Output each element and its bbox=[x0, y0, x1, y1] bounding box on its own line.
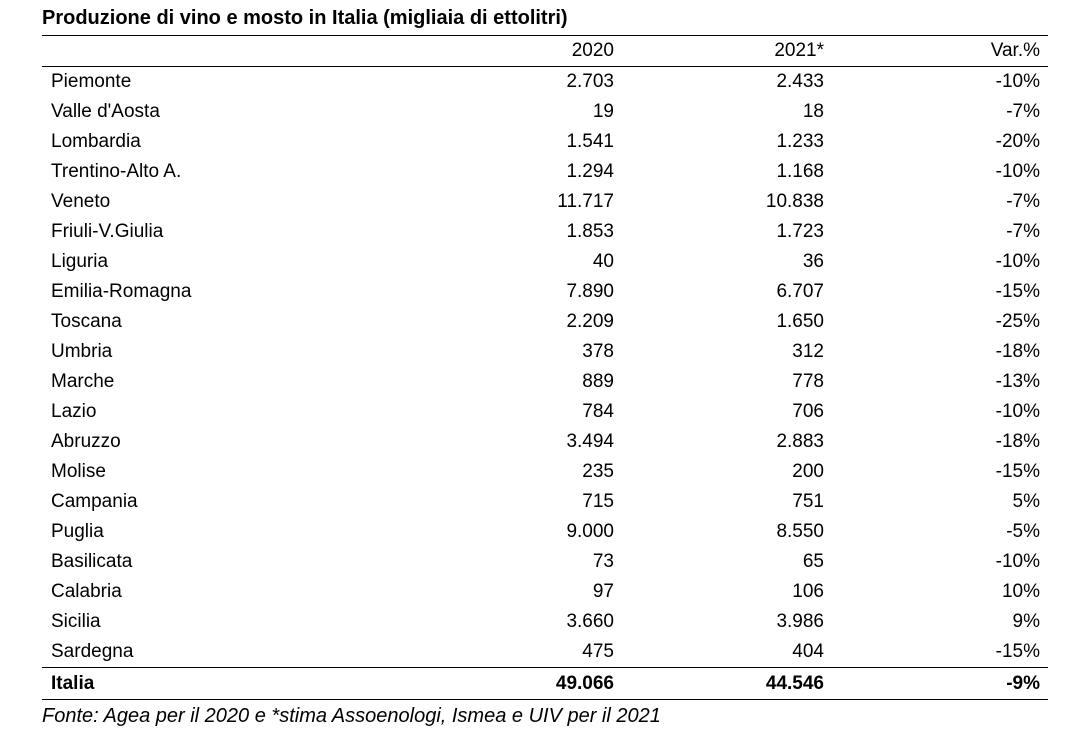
column-header-region bbox=[42, 36, 412, 67]
region-cell: Umbria bbox=[51, 341, 113, 362]
table-row bbox=[42, 607, 1048, 637]
value-2020-cell: 3.494 bbox=[566, 431, 614, 452]
value-2020-cell: 9.000 bbox=[566, 521, 614, 542]
table-row bbox=[42, 157, 1048, 187]
region-cell: Puglia bbox=[51, 521, 104, 542]
table-row bbox=[42, 517, 1048, 547]
value-2021-cell: 36 bbox=[802, 251, 824, 272]
value-2021-cell: 1.233 bbox=[776, 131, 824, 152]
table-row bbox=[42, 307, 1048, 337]
variation-cell: 5% bbox=[1012, 491, 1040, 512]
variation-cell: 10% bbox=[1001, 581, 1040, 602]
column-header-2020: 2020 bbox=[571, 40, 614, 61]
value-2021-cell: 10.838 bbox=[765, 191, 824, 212]
value-2020-cell: 1.541 bbox=[566, 131, 614, 152]
value-2020-cell: 235 bbox=[582, 461, 614, 482]
value-2021-cell: 1.168 bbox=[776, 161, 824, 182]
source-note: Fonte: Agea per il 2020 e *stima Assoenologi, Ismea e UIV per il 2021 bbox=[42, 705, 661, 727]
value-2020-cell: 889 bbox=[582, 371, 614, 392]
variation-cell: -10% bbox=[995, 551, 1040, 572]
table-row bbox=[42, 247, 1048, 277]
variation-cell: -7% bbox=[1006, 101, 1040, 122]
variation-cell: -15% bbox=[995, 281, 1040, 302]
variation-cell: -18% bbox=[995, 341, 1040, 362]
variation-cell: -15% bbox=[995, 461, 1040, 482]
table-row bbox=[42, 187, 1048, 217]
variation-cell: -13% bbox=[995, 371, 1040, 392]
region-cell: Lazio bbox=[51, 401, 97, 422]
value-2020-cell: 1.853 bbox=[566, 221, 614, 242]
table-row bbox=[42, 427, 1048, 457]
column-header-2021: 2021* bbox=[774, 40, 824, 61]
table-row bbox=[42, 127, 1048, 157]
wine-production-table bbox=[42, 35, 1048, 700]
value-2021-cell: 706 bbox=[792, 401, 824, 422]
variation-cell: 9% bbox=[1012, 611, 1040, 632]
value-2020-cell: 3.660 bbox=[566, 611, 614, 632]
value-2021-cell: 18 bbox=[802, 101, 824, 122]
total-2021-cell: 44.546 bbox=[765, 672, 824, 694]
region-cell: Trentino-Alto A. bbox=[51, 161, 182, 182]
value-2020-cell: 378 bbox=[582, 341, 614, 362]
value-2020-cell: 784 bbox=[582, 401, 614, 422]
value-2021-cell: 3.986 bbox=[776, 611, 824, 632]
region-cell: Basilicata bbox=[51, 551, 133, 572]
region-cell: Abruzzo bbox=[51, 431, 121, 452]
value-2021-cell: 751 bbox=[792, 491, 824, 512]
variation-cell: -10% bbox=[995, 161, 1040, 182]
table-row bbox=[42, 97, 1048, 127]
value-2020-cell: 40 bbox=[592, 251, 614, 272]
table-row bbox=[42, 637, 1048, 668]
table-row bbox=[42, 277, 1048, 307]
variation-cell: -10% bbox=[995, 251, 1040, 272]
value-2021-cell: 2.883 bbox=[776, 431, 824, 452]
variation-cell: -18% bbox=[995, 431, 1040, 452]
value-2021-cell: 312 bbox=[792, 341, 824, 362]
table-row bbox=[42, 337, 1048, 367]
table-row bbox=[42, 577, 1048, 607]
table-row bbox=[42, 457, 1048, 487]
region-cell: Campania bbox=[51, 491, 138, 512]
total-label-cell: Italia bbox=[51, 672, 95, 694]
region-cell: Molise bbox=[51, 461, 106, 482]
variation-cell: -5% bbox=[1006, 521, 1040, 542]
table-row bbox=[42, 367, 1048, 397]
value-2020-cell: 475 bbox=[582, 641, 614, 662]
value-2020-cell: 715 bbox=[582, 491, 614, 512]
table-row bbox=[42, 67, 1048, 98]
table-row bbox=[42, 487, 1048, 517]
table-row bbox=[42, 547, 1048, 577]
total-variation-cell: -9% bbox=[1006, 672, 1040, 694]
value-2021-cell: 6.707 bbox=[776, 281, 824, 302]
variation-cell: -10% bbox=[995, 71, 1040, 92]
variation-cell: -20% bbox=[995, 131, 1040, 152]
value-2021-cell: 2.433 bbox=[776, 71, 824, 92]
value-2020-cell: 19 bbox=[592, 101, 614, 122]
value-2021-cell: 1.723 bbox=[776, 221, 824, 242]
variation-cell: -25% bbox=[995, 311, 1040, 332]
value-2020-cell: 11.717 bbox=[557, 191, 614, 212]
region-cell: Marche bbox=[51, 371, 115, 392]
value-2021-cell: 8.550 bbox=[776, 521, 824, 542]
region-cell: Lombardia bbox=[51, 131, 141, 152]
region-cell: Emilia-Romagna bbox=[51, 281, 192, 302]
region-cell: Liguria bbox=[51, 251, 109, 272]
variation-cell: -15% bbox=[995, 641, 1040, 662]
header-row bbox=[42, 36, 1048, 67]
total-2020-cell: 49.066 bbox=[555, 672, 614, 694]
value-2020-cell: 97 bbox=[592, 581, 614, 602]
value-2021-cell: 404 bbox=[792, 641, 824, 662]
table-row bbox=[42, 397, 1048, 427]
region-cell: Calabria bbox=[51, 581, 122, 602]
value-2020-cell: 2.703 bbox=[566, 71, 614, 92]
value-2021-cell: 65 bbox=[802, 551, 824, 572]
variation-cell: -10% bbox=[995, 401, 1040, 422]
region-cell: Piemonte bbox=[51, 71, 132, 92]
value-2020-cell: 73 bbox=[592, 551, 614, 572]
variation-cell: -7% bbox=[1006, 221, 1040, 242]
table-row bbox=[42, 217, 1048, 247]
region-cell: Valle d'Aosta bbox=[51, 101, 160, 122]
value-2020-cell: 7.890 bbox=[566, 281, 614, 302]
value-2020-cell: 1.294 bbox=[566, 161, 614, 182]
variation-cell: -7% bbox=[1006, 191, 1040, 212]
value-2021-cell: 778 bbox=[792, 371, 824, 392]
table-title: Produzione di vino e mosto in Italia (migliaia di ettolitri) bbox=[42, 7, 568, 29]
total-row bbox=[42, 668, 1048, 700]
region-cell: Sicilia bbox=[51, 611, 101, 632]
region-cell: Sardegna bbox=[51, 641, 134, 662]
region-cell: Friuli-V.Giulia bbox=[51, 221, 164, 242]
region-cell: Toscana bbox=[51, 311, 122, 332]
value-2021-cell: 106 bbox=[792, 581, 824, 602]
value-2021-cell: 1.650 bbox=[776, 311, 824, 332]
value-2020-cell: 2.209 bbox=[566, 311, 614, 332]
column-header-variation: Var.% bbox=[990, 40, 1040, 61]
value-2021-cell: 200 bbox=[792, 461, 824, 482]
region-cell: Veneto bbox=[51, 191, 111, 212]
